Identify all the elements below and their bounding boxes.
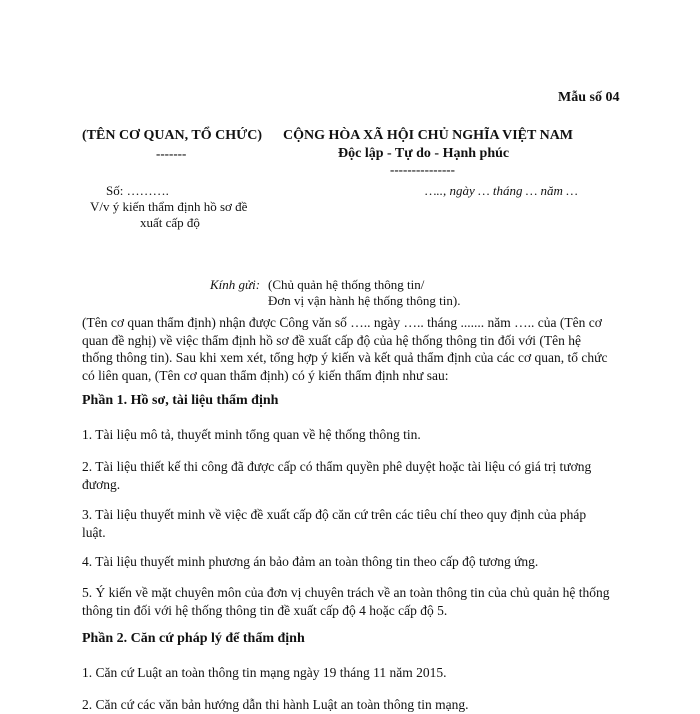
subject-line-2: xuất cấp độ	[140, 215, 200, 230]
section-2-item: 2. Căn cứ các văn bản hướng dẫn thi hành Luật an toàn thông tin mạng.	[82, 697, 469, 712]
section-1-item: 2. Tài liệu thiết kế thi công đã được cấp có thẩm quyền phê duyệt hoặc tài liệu có giá trị tương đương.	[82, 459, 592, 492]
section-1-item: 4. Tài liệu thuyết minh phương án bảo đảm an toàn thông tin theo cấp độ tương ứng.	[82, 554, 539, 569]
motto-rule: ---------------	[390, 162, 455, 177]
section-1-item: 5. Ý kiến về mặt chuyên môn của đơn vị chuyên trách về an toàn thông tin của chủ quản hệ thống thông tin đối với hệ thống thông tin đề xuất cấp độ 4 hoặc cấp độ 5.	[82, 585, 610, 618]
recipient-line-2: Đơn vị vận hành hệ thống thông tin).	[268, 293, 461, 308]
agency-placeholder: (TÊN CƠ QUAN, TỔ CHỨC)	[82, 128, 263, 143]
date-line: ….., ngày … tháng … năm …	[425, 183, 578, 198]
recipient-line-1: (Chủ quản hệ thống thông tin/	[268, 277, 425, 292]
section-1-heading: Phần 1. Hồ sơ, tài liệu thẩm định	[82, 393, 279, 408]
intro-paragraph: (Tên cơ quan thẩm định) nhận được Công văn số ….. ngày ….. tháng ....... năm ….. của (Tên cơ quan đề nghị) về việc thẩm định hồ sơ đề xuất cấp độ của hệ thống thông tin đối với (Tên hệ thống thông tin). Sau khi xem xét, tổng hợp ý kiến và kết quả thẩm định của các cơ quan, tổ chức có liên quan, (Tên cơ quan thẩm định) có ý kiến thẩm định như sau:	[82, 315, 608, 383]
agency-rule: -------	[156, 146, 187, 161]
subject-line-1: V/v ý kiến thẩm định hồ sơ đề	[90, 199, 248, 214]
section-1-item: 3. Tài liệu thuyết minh về việc đề xuất cấp độ căn cứ trên các tiêu chí theo quy định của pháp luật.	[82, 507, 587, 540]
motto: Độc lập - Tự do - Hạnh phúc	[338, 146, 510, 161]
republic-title: CỘNG HÒA XÃ HỘI CHỦ NGHĨA VIỆT NAM	[283, 128, 574, 143]
recipient-label: Kính gửi:	[210, 277, 261, 292]
document-number: Số: ……….	[106, 183, 169, 198]
section-1-item: 1. Tài liệu mô tả, thuyết minh tổng quan về hệ thống thông tin.	[82, 427, 421, 442]
form-number: Mẫu số 04	[558, 90, 620, 105]
section-2-heading: Phần 2. Căn cứ pháp lý để thẩm định	[82, 631, 305, 646]
section-2-item: 1. Căn cứ Luật an toàn thông tin mạng ngày 19 tháng 11 năm 2015.	[82, 665, 447, 680]
